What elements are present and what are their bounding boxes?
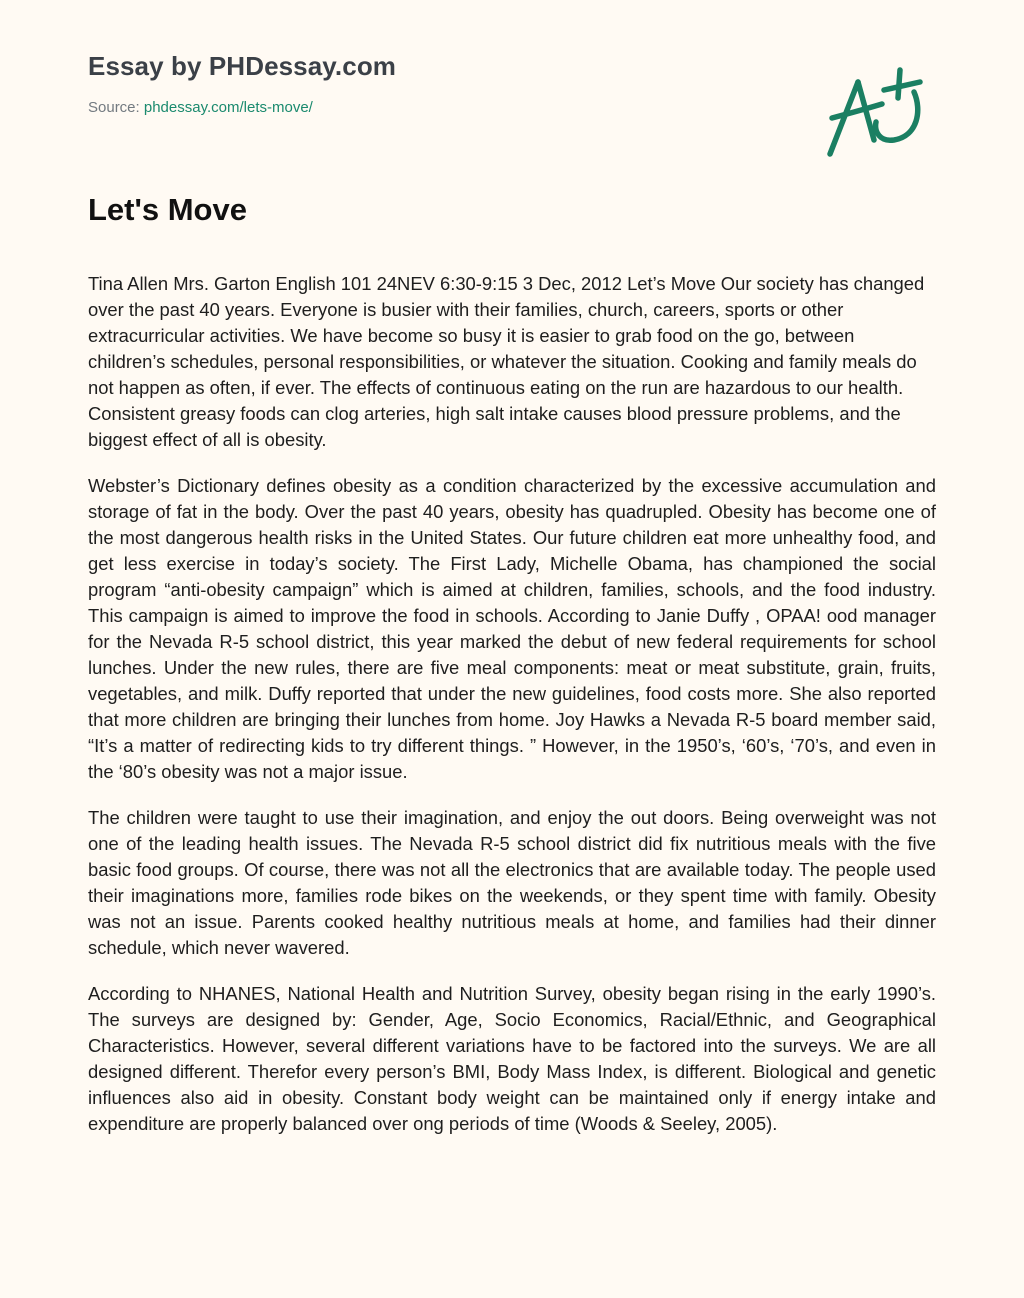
a-plus-grade-icon [822,62,932,162]
essay-paragraph: Webster’s Dictionary defines obesity as a condition characterized by the excessive accumulation and storage of fat in the body. Over the past 40 years, obesity has quadrupled. Obesity has become one of the most dangerous health risks in the United States. Our future children eat more unhealthy food, and get less exercise in today’s society. The First Lady, Michelle Obama, has championed the social program “anti-obesity campaign” which is aimed at children, families, schools, and the food industry. This campaign is aimed to improve the food in schools. According to Janie Duffy , OPAA! ood manager for the Nevada R-5 school district, this year marked the debut of new federal requirements for school lunches. Under the new rules, there are five meal components: meat or meat substitute, grain, fruits, vegetables, and milk. Duffy reported that under the new guidelines, food costs more. She also reported that more children are bringing their lunches from home. Joy Hawks a Nevada R-5 board member said, “It’s a matter of redirecting kids to try different things. ” However, in the 1950’s, ‘60’s, ‘70’s, and even in the ‘80’s obesity was not a major issue. [88,475,936,782]
source-label: Source: [88,99,144,116]
source-link[interactable]: phdessay.com/lets-move/ [143,99,313,116]
site-title: Essay by PHDessay.com [88,51,397,81]
source-line [88,98,788,118]
essay-paragraph: The children were taught to use their imagination, and enjoy the out doors. Being overweight was not one of the leading health issues. The Nevada R-5 school district did fix nutritious meals with the five basic food groups. Of course, there was not all the electronics that are available today. The people used their imaginations more, families rode bikes on the weekends, or they spent time with family. Obesity was not an issue. Parents cooked healthy nutritious meals at home, and families had their dinner schedule, which never wavered. [88,807,936,958]
site-header [88,50,788,118]
essay-paragraph: According to NHANES, National Health and Nutrition Survey, obesity began rising in the early 1990’s. The surveys are designed by: Gender, Age, Socio Economics, Racial/Ethnic, and Geographical Characteristics. However, several different variations have to be factored into the surveys. We are all designed different. Therefor every person’s BMI, Body Mass Index, is different. Biological and genetic influences also aid in obesity. Constant body weight can be maintained only if energy intake and expenditure are properly balanced over ong periods of time (Woods & Seeley, 2005). [88,983,936,1134]
essay-body [88,271,936,1157]
essay-paragraph: Tina Allen Mrs. Garton English 101 24NEV 6:30-9:15 3 Dec, 2012 Let’s Move Our society has changed over the past 40 years. Everyone is busier with their families, church, careers, sports or other extracurricular activities. We have become so busy it is easier to grab food on the go, between children’s schedules, personal responsibilities, or whatever the situation. Cooking and family meals do not happen as often, if ever. The effects of continuous eating on the run are hazardous to our health. Consistent greasy foods can clog arteries, high salt intake causes blood pressure problems, and the biggest effect of all is obesity. [88,273,925,450]
page-title: Let's Move [88,192,247,227]
